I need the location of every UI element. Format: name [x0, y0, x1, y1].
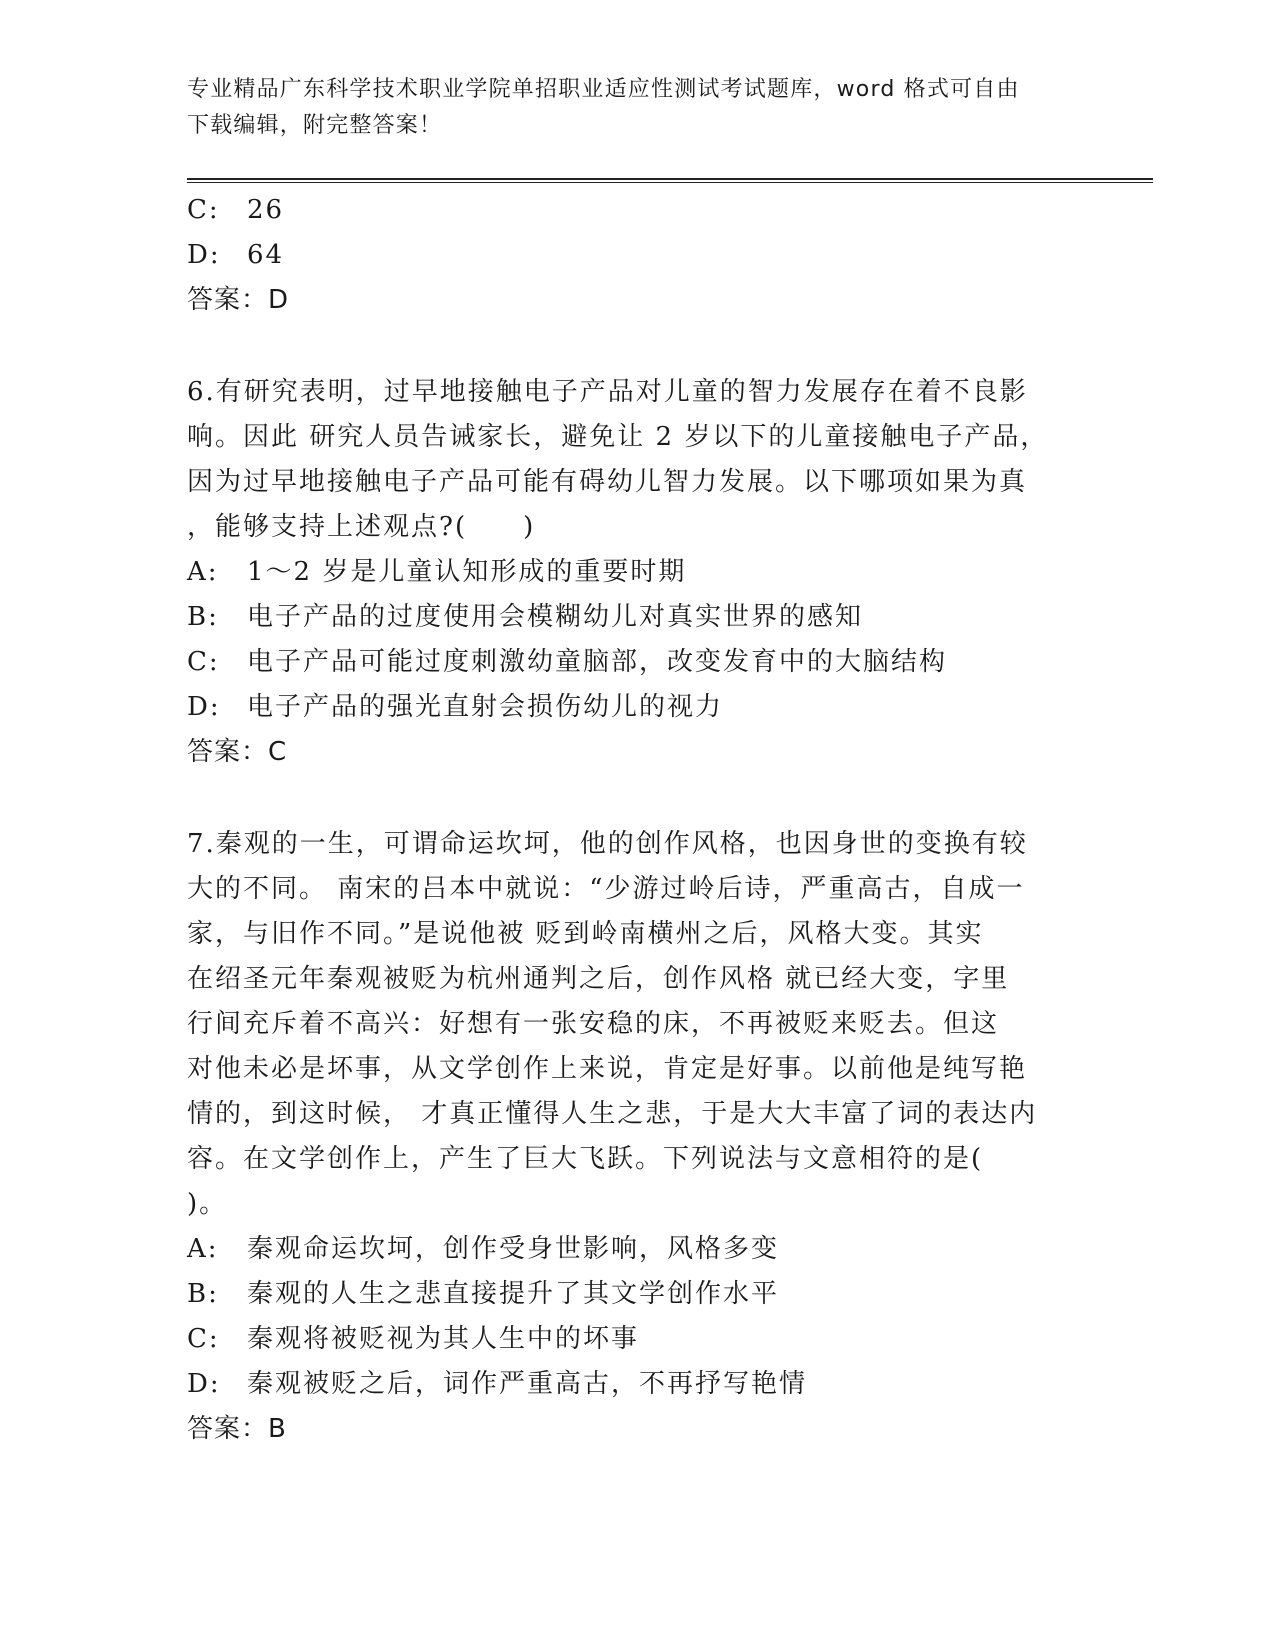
option-d [187, 685, 1087, 730]
option-text: 电子产品可能过度刺激幼童脑部，改变发育中的大脑结构 [247, 647, 948, 677]
option-d [187, 233, 1087, 278]
question-content [187, 188, 1087, 1452]
question-text-line: 行间充斥着不高兴：好想有一张安稳的床，不再被贬来贬去。但这 [187, 1009, 1000, 1039]
option-text: 秦观将被贬视为其人生中的坏事 [247, 1324, 640, 1354]
option-letter: D: [187, 240, 221, 270]
question-text-line: 在绍圣元年秦观被贬为杭州通判之后，创作风格 就已经大变，字里 [187, 964, 1010, 994]
option-c [187, 188, 1087, 233]
header-divider-thin [187, 182, 1153, 183]
answer-line: 答案：D [187, 285, 290, 315]
question-text-line: ，能够支持上述观点?( ) [187, 512, 536, 542]
option-text: 26 [247, 195, 285, 225]
option-letter: A: [187, 557, 219, 587]
header-divider [187, 178, 1153, 180]
page-header [187, 72, 1067, 144]
option-text: 电子产品的强光直射会损伤幼儿的视力 [247, 692, 724, 722]
question-5-tail [187, 188, 1087, 323]
option-letter: C: [187, 195, 220, 225]
question-text-line: 因为过早地接触电子产品可能有碍幼儿智力发展。以下哪项如果为真 [187, 467, 1028, 497]
question-text-line: 大的不同。 南宋的吕本中就说：“少游过岭后诗，严重高古，自成一 [187, 874, 1025, 904]
question-text-line: 6.有研究表明，过早地接触电子产品对儿童的智力发展存在着不良影 [187, 377, 1028, 407]
question-6 [187, 370, 1087, 775]
answer-line: 答案：C [187, 737, 288, 767]
question-text-line: )。 [187, 1189, 228, 1219]
option-b [187, 1272, 1087, 1317]
option-text: 秦观命运坎坷，创作受身世影响，风格多变 [247, 1234, 780, 1264]
option-letter: C: [187, 1324, 220, 1354]
option-letter: A: [187, 1234, 219, 1264]
option-letter: D: [187, 1369, 221, 1399]
option-text: 秦观的人生之悲直接提升了其文学创作水平 [247, 1279, 780, 1309]
option-c [187, 640, 1087, 685]
question-text-line: 容。在文学创作上，产生了巨大飞跃。下列说法与文意相符的是( [187, 1144, 984, 1174]
question-text-line: 对他未必是坏事，从文学创作上来说，肯定是好事。以前他是纯写艳 [187, 1054, 1028, 1084]
option-text: 1～2 岁是儿童认知形成的重要时期 [247, 557, 687, 587]
option-text: 64 [247, 240, 285, 270]
option-text: 秦观被贬之后，词作严重高古，不再抒写艳情 [247, 1369, 808, 1399]
question-text-line: 7.秦观的一生，可谓命运坎坷，他的创作风格，也因身世的变换有较 [187, 829, 1028, 859]
option-a [187, 1227, 1087, 1272]
header-line-1: 专业精品广东科学技术职业学院单招职业适应性测试考试题库，word 格式可自由 [187, 77, 1020, 102]
question-text-line: 情的，到这时候， 才真正懂得人生之悲，于是大大丰富了词的表达内 [187, 1099, 1038, 1129]
option-a [187, 550, 1087, 595]
header-line-2: 下载编辑，附完整答案！ [187, 113, 443, 138]
option-letter: C: [187, 647, 220, 677]
option-letter: B: [187, 602, 219, 632]
option-d [187, 1362, 1087, 1407]
question-text-line: 响。因此 研究人员告诫家长，避免让 2 岁以下的儿童接触电子产品， [187, 422, 1049, 452]
question-7 [187, 822, 1087, 1452]
answer-line: 答案：B [187, 1414, 287, 1444]
option-letter: B: [187, 1279, 219, 1309]
option-text: 电子产品的过度使用会模糊幼儿对真实世界的感知 [247, 602, 864, 632]
option-c [187, 1317, 1087, 1362]
option-b [187, 595, 1087, 640]
question-text-line: 家，与旧作不同。”是说他被 贬到岭南横州之后，风格大变。其实 [187, 919, 984, 949]
option-letter: D: [187, 692, 221, 722]
